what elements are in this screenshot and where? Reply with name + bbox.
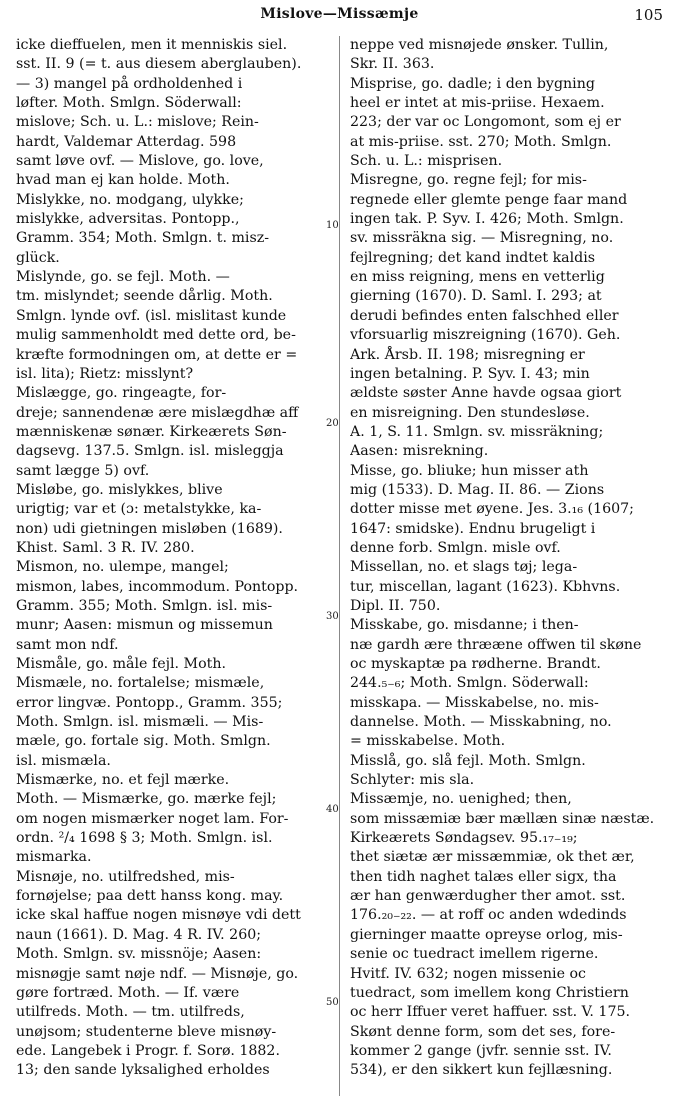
right-column-line: derudi befindes enten falschhed eller — [350, 307, 619, 324]
left-column-line: 13; den sande lyksalighed erholdes — [16, 1062, 270, 1079]
right-column-line: mig (1533). D. Mag. II. 86. — Zions — [350, 481, 605, 498]
left-column-line: samt mon ndf. — [16, 636, 119, 653]
right-column-line: ingen tak. P. Syv. I. 426; Moth. Smlgn. — [350, 211, 624, 228]
right-column-line: senie oc tuedract imellem rigerne. — [350, 946, 599, 963]
right-column-line: kommer 2 gange (jvfr. sennie sst. IV. — [350, 1042, 612, 1059]
left-column-line: Moth. Smlgn. isl. mismæli. — Mis- — [16, 714, 264, 731]
right-column-line: heel er intet at mis-priise. Hexaem. — [350, 95, 605, 112]
left-column-line: mismon, labes, incommodum. Pontopp. — [16, 578, 299, 595]
left-column-line: non) udi gietningen misløben (1689). — [16, 520, 283, 537]
left-column-line: — 3) mangel på ordholdenhed i — [16, 75, 243, 92]
line-number-30: 30 — [326, 611, 339, 622]
left-column-line: icke dieffuelen, men it menniskis siel. — [16, 37, 288, 53]
right-column-line: at mis-priise. sst. 270; Moth. Smlgn. — [350, 133, 612, 150]
right-column-line: denne forb. Smlgn. misle ovf. — [350, 539, 561, 556]
right-column-line: ældste søster Anne havde ogsaa giort — [350, 385, 622, 402]
left-column-line: Mismærke, no. et fejl mærke. — [16, 772, 230, 789]
right-column-line: Skr. II. 363. — [350, 56, 435, 73]
left-column-line: om nogen mismærker noget lam. For- — [16, 810, 289, 827]
left-column-line: dagsevg. 137.5. Smlgn. isl. misleggja — [16, 443, 284, 460]
right-column-line: Hvitf. IV. 632; nogen missenie oc — [350, 965, 586, 982]
right-column-line: vforsuarlig miszreigning (1670). Geh. — [350, 327, 621, 344]
right-column-line: 244.₅₋₆; Moth. Smlgn. Söderwall: — [350, 675, 589, 692]
right-column-line: sv. missräkna sig. — Misregning, no. — [350, 230, 614, 247]
right-column-line: dannelse. Moth. — Misskabning, no. — [350, 714, 612, 731]
column-divider — [339, 36, 340, 1096]
left-column-line: icke skal haffue nogen misnøye vdi dett — [16, 907, 301, 924]
left-column-line: naun (1661). D. Mag. 4 R. IV. 260; — [16, 926, 262, 943]
left-column-line: munr; Aasen: mismun og missemun — [16, 617, 273, 634]
left-column-line: mislykke, adversitas. Pontopp., — [16, 211, 240, 228]
left-column-line: fornøjelse; paa dett hanss kong. may. — [16, 888, 284, 905]
right-column-line: Kirkeærets Søndagsev. 95.₁₇₋₁₉; — [350, 830, 578, 847]
right-column-line: Misse, go. bliuke; hun misser ath — [350, 462, 589, 479]
right-column-line: Ark. Årsb. II. 198; misregning er — [350, 346, 585, 363]
left-column-line: unøjsom; studenterne bleve misnøy- — [16, 1023, 277, 1040]
left-column-line: Smlgn. lynde ovf. (isl. mislitast kunde — [16, 307, 287, 324]
left-column-line: mislove; Sch. u. L.: mislove; Rein- — [16, 114, 259, 131]
left-column-line: isl. lita); Rietz: misslynt? — [16, 365, 194, 382]
left-column-line: tm. mislyndet; seende dårlig. Moth. — [16, 288, 273, 305]
right-column-line: neppe ved misnøjede ønsker. Tullin, — [350, 37, 609, 53]
right-column-line: ær han genwærdugher ther amot. sst. — [350, 888, 626, 905]
line-number-10: 10 — [326, 220, 339, 231]
left-column-line: Mislægge, go. ringeagte, for- — [16, 385, 227, 402]
right-column-line: Misregne, go. regne fejl; for mis- — [350, 172, 587, 189]
left-column — [16, 36, 330, 1081]
left-column-line: hvad man ej kan holde. Moth. — [16, 172, 230, 189]
right-column-line: then tidh naghet talæs eller sigx, tha — [350, 868, 617, 885]
right-column-line: = misskabelse. Moth. — [350, 733, 506, 750]
right-column-line: regnede eller glemte penge faar mand — [350, 191, 628, 208]
left-column-line: Khist. Saml. 3 R. IV. 280. — [16, 539, 195, 556]
left-column-line: Moth. Smlgn. sv. missnöje; Aasen: — [16, 946, 262, 963]
right-column-line: Sch. u. L.: misprisen. — [350, 153, 503, 170]
right-column-line: 534), er den sikkert kun fejllæsning. — [350, 1062, 613, 1079]
right-column — [350, 36, 668, 1081]
right-column-line: Misslå, go. slå fejl. Moth. Smlgn. — [350, 752, 586, 769]
left-column-line: Moth. — Mismærke, go. mærke fejl; — [16, 791, 277, 808]
line-number-50: 50 — [326, 997, 339, 1008]
left-column-line: gøre fortræd. Moth. — If. være — [16, 984, 240, 1001]
right-column-line: misskapa. — Misskabelse, no. mis- — [350, 694, 599, 711]
running-head: Mislove—Missæmje — [260, 6, 419, 22]
right-column-line: Misskabe, go. misdanne; i then- — [350, 617, 579, 634]
left-column-line: mismarka. — [16, 849, 92, 866]
right-column-line: en misreigning. Den stundesløse. — [350, 404, 590, 421]
right-column-line: Schlyter: mis sla. — [350, 772, 475, 789]
left-column-line: Misløbe, go. mislykkes, blive — [16, 481, 223, 498]
left-column-line: Mismæle, no. fortalelse; mismæle, — [16, 675, 265, 692]
right-column-line: oc herr Iffuer veret haffuer. sst. V. 175. — [350, 1004, 631, 1021]
right-column-line: oc myskaptæ pa rødherne. Brandt. — [350, 656, 601, 672]
left-column-line: mænniskenæ sønær. Kirkeærets Søn- — [16, 423, 287, 440]
left-column-line: dreje; sannendenæ ære mislægdhæ aff — [16, 404, 299, 421]
left-column-line: utilfreds. Moth. — tm. utilfreds, — [16, 1004, 245, 1021]
right-column-line: dotter misse met øyene. Jes. 3.₁₆ (1607; — [350, 501, 634, 518]
left-column-line: ordn. ²/₄ 1698 § 3; Moth. Smlgn. isl. — [16, 830, 273, 847]
right-column-line: ingen betalning. P. Syv. I. 43; min — [350, 365, 590, 382]
right-column-line: fejlregning; det kand indtet kaldis — [350, 249, 596, 266]
right-column-line: thet siætæ ær missæmmiæ, ok thet ær, — [350, 849, 635, 866]
left-column-line: Mislynde, go. se fejl. Moth. — — [16, 269, 230, 286]
right-column-line: tuedract, som imellem kong Christiern — [350, 984, 629, 1001]
right-column-line: Missæmje, no. uenighed; then, — [350, 791, 572, 808]
left-column-line: kræfte formodningen om, at dette er = — [16, 346, 298, 363]
right-column-line: 176.₂₀₋₂₂. — at roff oc anden wdedinds — [350, 907, 627, 924]
right-column-line: Aasen: misrekning. — [350, 443, 489, 460]
right-column-line: A. 1, S. 11. Smlgn. sv. missräkning; — [350, 423, 604, 440]
left-column-line: samt lægge 5) ovf. — [16, 462, 150, 479]
right-column-line: Dipl. II. 750. — [350, 597, 441, 614]
left-column-line: Misnøje, no. utilfredshed, mis- — [16, 868, 235, 885]
left-column-line: Mismåle, go. måle fejl. Moth. — [16, 656, 226, 672]
left-column-line: ede. Langebek i Progr. f. Sorø. 1882. — [16, 1042, 280, 1059]
right-column-line: tur, miscellan, lagant (1623). Kbhvns. — [350, 578, 621, 595]
left-column-line: samt løve ovf. — Mislove, go. love, — [16, 153, 264, 170]
right-column-line: som missæmiæ bær mællæn sinæ næstæ. — [350, 810, 655, 827]
left-column-line: løfter. Moth. Smlgn. Söderwall: — [16, 95, 242, 112]
left-column-line: isl. mismæla. — [16, 752, 111, 769]
right-column-line: Misprise, go. dadle; i den bygning — [350, 75, 595, 92]
left-column-line: mæle, go. fortale sig. Moth. Smlgn. — [16, 733, 271, 750]
line-number-20: 20 — [326, 418, 339, 429]
page-header — [16, 6, 663, 28]
right-column-line: 1647: smidske). Endnu brugeligt i — [350, 520, 596, 537]
right-column-line: 223; der var oc Longomont, som ej er — [350, 114, 621, 131]
left-column-line: error lingvæ. Pontopp., Gramm. 355; — [16, 694, 283, 711]
left-column-line: sst. II. 9 (= t. aus diesem aberglauben). — [16, 56, 302, 73]
left-column-line: Gramm. 354; Moth. Smlgn. t. misz- — [16, 230, 270, 247]
left-column-line: Gramm. 355; Moth. Smlgn. isl. mis- — [16, 597, 273, 614]
left-column-line: glück. — [16, 249, 60, 266]
right-column-line: gierninger maatte opreyse orlog, mis- — [350, 926, 623, 943]
page-number: 105 — [634, 6, 663, 24]
right-column-line: Missellan, no. et slags tøj; lega- — [350, 559, 578, 576]
right-column-line: Skønt denne form, som det ses, fore- — [350, 1023, 616, 1040]
line-number-40: 40 — [326, 804, 339, 815]
left-column-line: misnøgje samt nøje ndf. — Misnøje, go. — [16, 965, 299, 982]
right-column-line: en miss reigning, mens en vetterlig — [350, 269, 605, 286]
right-column-line: næ gardh ære thrææne offwen til skøne — [350, 636, 642, 653]
left-column-line: Mislykke, no. modgang, ulykke; — [16, 191, 244, 208]
left-column-line: mulig sammenholdt med dette ord, be- — [16, 327, 296, 344]
left-column-line: Mismon, no. ulempe, mangel; — [16, 559, 229, 576]
right-column-line: gierning (1670). D. Saml. I. 293; at — [350, 288, 602, 305]
left-column-line: urigtig; var et (ɔ: metalstykke, ka- — [16, 501, 262, 518]
left-column-line: hardt, Valdemar Atterdag. 598 — [16, 133, 237, 150]
